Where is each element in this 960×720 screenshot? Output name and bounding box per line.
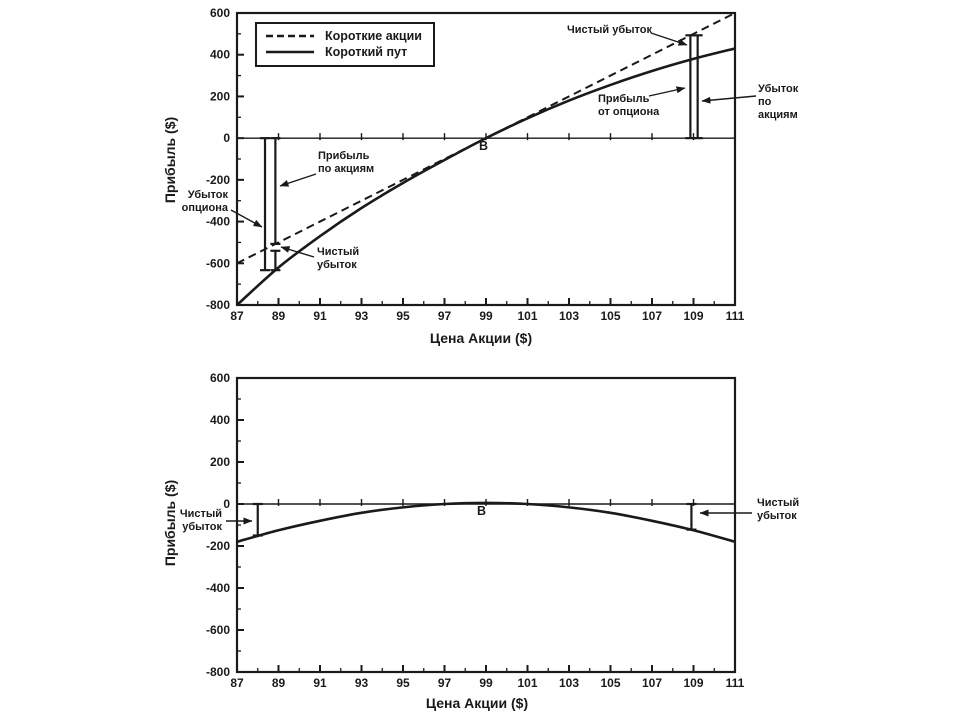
x-axis-title-bottom: Цена Акции ($) [425,695,529,711]
annotation-arrow [231,210,262,227]
annotation-line: Чистый [317,246,360,258]
x-tick-label: 87 [230,309,244,323]
x-tick-label: 107 [641,676,663,690]
annotation-stock-profit [318,150,374,176]
x-tick-label: 101 [517,309,538,323]
annotation-line: Чистый убыток [567,24,652,36]
y-tick-label: -800 [205,665,230,679]
breakeven-point-label-bottom: B [477,504,487,518]
annotation-net-loss-top-left [317,246,359,272]
x-tick-label: 87 [230,676,244,690]
x-tick-label: 95 [396,309,410,323]
y-tick-label: -400 [205,214,230,229]
x-tick-label: 99 [479,309,493,323]
x-tick-label: 99 [479,676,493,690]
legend-label-short-put: Короткий пут [325,45,408,59]
annotation-arrow [280,174,316,186]
x-tick-label: 103 [558,676,580,690]
x-tick-label: 103 [558,309,580,323]
y-tick-label: -400 [205,581,230,595]
annotation-line: по [758,96,772,109]
x-tick-label: 97 [437,676,452,690]
annotation-line: Прибыль [318,150,370,162]
legend-label-short-stock: Короткие акции [325,29,422,43]
y-axis-title-bottom: Прибыль ($) [162,479,178,567]
annotation-option-profit [598,93,659,119]
annotation-net-loss-bottom-left [158,508,222,534]
annotation-line: Прибыль [598,93,650,105]
x-tick-label: 105 [600,309,621,323]
annotation-line: Чистый [179,508,222,520]
y-axis-title-top: Прибыль ($) [162,116,178,204]
annotation-line: от опциона [598,106,660,119]
legend-item-short-stock [264,28,426,44]
annotation-line: убыток [317,259,357,272]
x-tick-label: 89 [271,676,286,690]
legend-solid-line-sample [264,47,316,57]
x-tick-label: 93 [354,309,369,323]
annotation-stock-loss [758,83,798,123]
annotation-option-loss [160,189,228,215]
y-tick-label: -600 [205,256,230,271]
y-tick-label: -600 [205,623,230,637]
y-tick-label: 200 [209,455,230,469]
annotation-line: убыток [182,521,222,534]
annotation-line: убыток [757,510,797,523]
y-tick-label: 600 [209,6,230,20]
legend-dashed-line-sample [264,31,316,41]
series-solid-1 [237,48,735,305]
x-tick-label: 109 [683,676,704,690]
y-tick-label: 200 [209,89,230,104]
x-tick-label: 101 [517,676,538,690]
x-tick-label: 105 [600,676,621,690]
annotation-arrow [281,247,314,257]
annotation-net-loss-top-right [540,24,652,37]
x-tick-label: 93 [354,676,369,690]
y-tick-label: -800 [205,298,230,312]
x-tick-label: 111 [725,309,745,323]
x-axis-title-top: Цена Акции ($) [429,330,533,346]
y-tick-label: 0 [223,131,230,146]
annotation-arrows [226,33,756,521]
legend [255,22,435,67]
annotation-line: акциям [758,109,798,122]
annotation-arrow [702,96,756,101]
x-tick-label: 95 [396,676,410,690]
y-tick-label: 400 [209,47,230,62]
plot-frame [237,378,735,672]
x-tick-label: 111 [725,676,745,690]
breakeven-point-label-top: B [479,139,489,153]
annotation-line: Убыток [758,83,799,95]
x-tick-label: 91 [313,676,327,690]
y-tick-label: 0 [223,497,230,511]
y-tick-label: -200 [205,172,230,187]
y-tick-label: 400 [209,413,230,427]
chart-bottom-combined-position [206,371,745,690]
annotation-net-loss-bottom-right [757,497,799,523]
legend-item-short-put [264,44,426,60]
y-tick-label: -200 [205,539,230,553]
x-tick-label: 91 [313,309,327,323]
y-tick-label: 600 [209,371,230,385]
x-tick-label: 89 [271,309,286,323]
x-tick-label: 109 [683,309,704,323]
annotation-line: по акциям [318,163,375,176]
annotation-line: Убыток [187,189,228,201]
annotation-line: Чистый [757,497,800,509]
x-tick-label: 97 [437,309,452,323]
x-tick-label: 107 [641,309,663,323]
annotation-line: опциона [181,202,228,215]
